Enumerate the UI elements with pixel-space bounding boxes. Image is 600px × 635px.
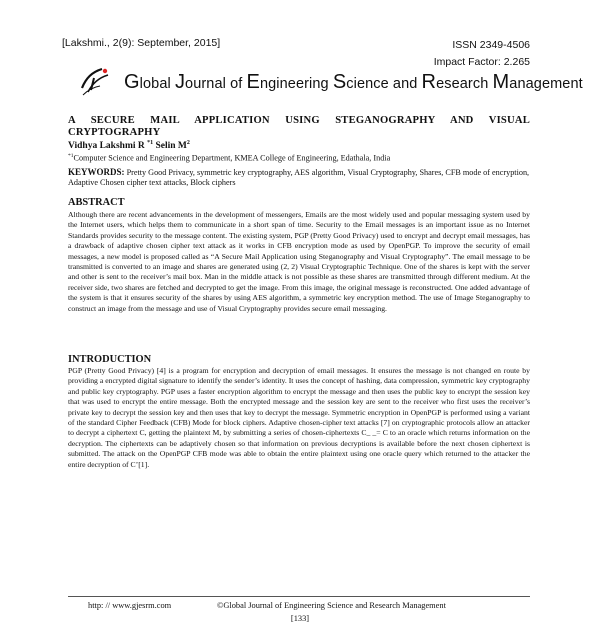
citation-header: [Lakshmi., 2(9): September, 2015] [62, 37, 221, 49]
issn: ISSN 2349-4506 [452, 39, 530, 51]
impact-factor: Impact Factor: 2.265 [433, 56, 530, 68]
footer-copyright: ©Global Journal of Engineering Science and Research Management [217, 601, 446, 610]
journal-banner [78, 66, 583, 98]
keywords [68, 167, 530, 189]
page-number: [133] [290, 614, 310, 623]
journal-name: Global Journal of Engineering Science and Research Management [124, 70, 583, 93]
keywords-label: KEYWORDS: [68, 167, 125, 177]
authors: Vidhya Lakshmi R $^{*1}$ Selin $M^2$ [68, 140, 190, 152]
keywords-text: Pretty Good Privacy, symmetric key cryptography, AES algorithm, Visual Cryptography, Shares, CFB mode of encryption, Adaptive Chosen cipher text attacks, Block ciphers [68, 168, 530, 188]
abstract-body: Although there are recent advancements in the development of messengers, Emails are the most widely used and popular messaging system used by the Internet users, which helps them to communicate in a short span of time. Security to the Email messages is an important issue as no Internet Standards provides security to the message content. The existing system, PGP (Pretty Good Privacy) used to encrypt and decrypt email messages, has a drawback of adaptive chosen cipher text attack as it works in CFB encryption mode as used by OpenPGP. To improve the security of email messages, a new model is proposed called as “A Secure Mail Application using Steganography and Visual Cryptography”. The email message to be transmitted is converted to an image and shares are generated using (2, 2) Visual Cryptographic Technique. One of the shares is kept with the server and other is sent to the receiver’s mail box. Man in the middle attack is not possible as these shares are transmitted through different medium. At the receiver side, two shares are fetched and decrypted to get the image. From this image, the original message is reconstructed. One added advantage of the system is that it ensures security of the shares by using AES algorithm, a symmetric key encryption method. The use of Image Steganography to construct an image from the message and use of Visual Cryptography provides secure email messaging. [68, 210, 530, 313]
introduction-body: PGP (Pretty Good Privacy) [4] is a program for encryption and decryption of email messages. It ensures the message is not changed en route by providing a encrypted digital signature to identify the sender’s identity. It uses the concept of hashing, data compression, symmetric key cryptography and public key cryptography. PGP uses a faster encryption algorithm to encrypt the message and then uses the public key to encrypt the session key that was used to encrypt the entire message. Both the encrypted message and the session key are sent to the receiver who first uses the receiver’s private key to decrypt the session key and then uses that key to decrypt the message. Symmetric encryption in OpenPGP is performed using a variant of the standard Cipher Feedback (CFB) Mode for block ciphers. Adaptive chosen-cipher text attacks [7] on cryptographic protocols allow an attacker to decrypt a ciphertext C, getting the plaintext M, by submitting a series of chosen-ciphertexts C_ _= C to an oracle which returns information on the decryption. The ciphertexts can be adaptively chosen so that information on previous decryptions is available before the next chosen ciphertext is submitted. The attack on the OpenPGP CFB mode was able to obtain the entire plaintext using one oracle query which returned to the attacker the entire decryption of C’[1]. [68, 366, 530, 469]
abstract-heading: ABSTRACT [68, 197, 125, 208]
introduction-heading: INTRODUCTION [68, 354, 152, 365]
journal-logo-icon [78, 66, 118, 98]
footer-url[interactable]: http: // www.gjesrm.com [88, 601, 172, 610]
paper-title: A SECURE MAIL APPLICATION USING STEGANOGRAPHY AND VISUAL CRYPTOGRAPHY [68, 115, 530, 138]
affiliation: $^{*1}$Computer Science and Engineering Department, KMEA College of Engineering, Edathala, India [68, 153, 391, 163]
footer-divider [68, 596, 530, 597]
